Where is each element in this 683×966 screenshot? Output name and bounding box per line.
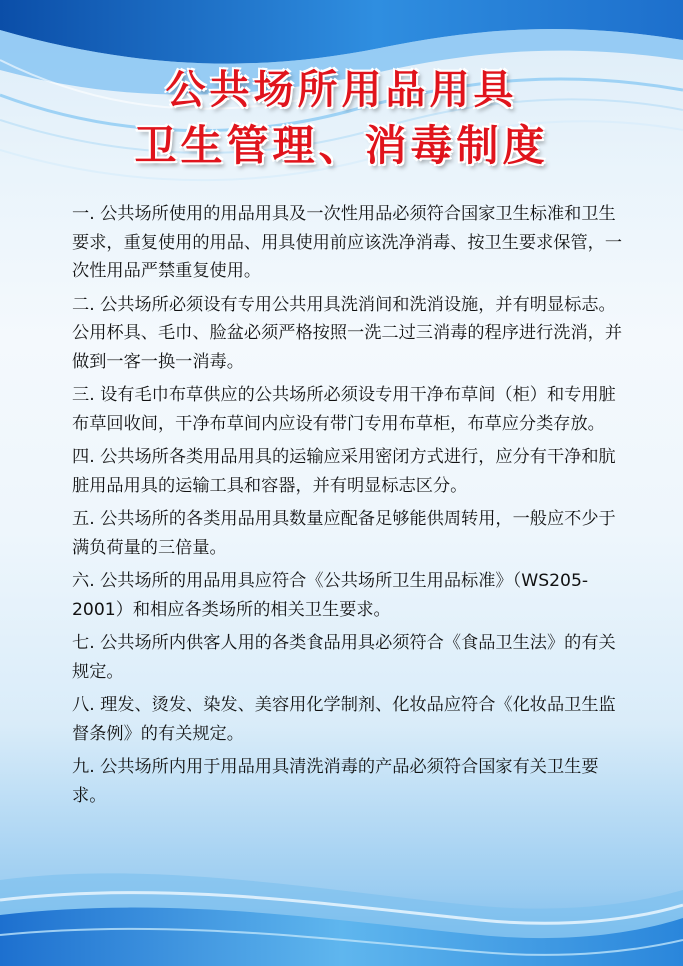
- rule-number: 九.: [72, 757, 95, 777]
- rule-item-9: [72, 753, 632, 810]
- rule-text: 公共场所的各类用品用具数量应配备足够能供周转用，一般应不少于满负荷量的三倍量。: [72, 509, 616, 558]
- rule-text: 公共场所必须设有专用公共用具洗消间和洗消设施，并有明显标志。公用杯具、毛巾、脸盆必须严格按照一洗二过三消毒的程序进行洗消，并做到一客一换一消毒。: [72, 294, 623, 372]
- rule-text: 公共场所各类用品用具的运输应采用密闭方式进行，应分有干净和肮脏用品用具的运输工具和容器，并有明显标志区分。: [72, 447, 616, 496]
- rule-item-3: [72, 381, 632, 438]
- title-line-1: 公共场所用品用具: [165, 66, 518, 113]
- rule-text: 公共场所内供客人用的各类食品用具必须符合《食品卫生法》的有关规定。: [72, 633, 616, 682]
- rule-item-2: [72, 291, 632, 377]
- rule-text: 公共场所使用的用品用具及一次性用品必须符合国家卫生标准和卫生要求，重复使用的用品、用具使用前应该洗净消毒、按卫生要求保管，一次性用品严禁重复使用。: [72, 204, 623, 281]
- rule-item-5: [72, 505, 632, 562]
- rule-number: 二.: [72, 294, 95, 315]
- rule-item-1: [72, 200, 632, 286]
- rule-item-8: [72, 691, 632, 748]
- rule-number: 七.: [72, 633, 95, 653]
- rule-number: 八.: [72, 695, 95, 715]
- title-line-2: 卫生管理、消毒制度: [134, 121, 549, 170]
- rule-number: 三.: [72, 385, 95, 405]
- rule-item-6: [72, 567, 632, 624]
- rule-text: 公共场所内用于用品用具清洗消毒的产品必须符合国家有关卫生要求。: [72, 757, 599, 806]
- rule-item-7: [72, 629, 632, 686]
- rule-number: 四.: [72, 447, 95, 467]
- rule-number: 六.: [72, 571, 95, 591]
- rules-list: [72, 200, 632, 815]
- rule-text: 理发、烫发、染发、美容用化学制剂、化妆品应符合《化妆品卫生监督条例》的有关规定。: [72, 695, 616, 744]
- rule-number: 五.: [72, 509, 95, 529]
- rule-text: 设有毛巾布草供应的公共场所必须设专用干净布草间（柜）和专用脏布草回收间，干净布草间内应设有带门专用布草柜，布草应分类存放。: [72, 385, 616, 434]
- rule-text: 公共场所的用品用具应符合《公共场所卫生用品标准》（WS205-2001）和相应各类场所的相关卫生要求。: [72, 571, 589, 620]
- rule-number: 一.: [72, 204, 95, 224]
- rule-item-4: [72, 443, 632, 500]
